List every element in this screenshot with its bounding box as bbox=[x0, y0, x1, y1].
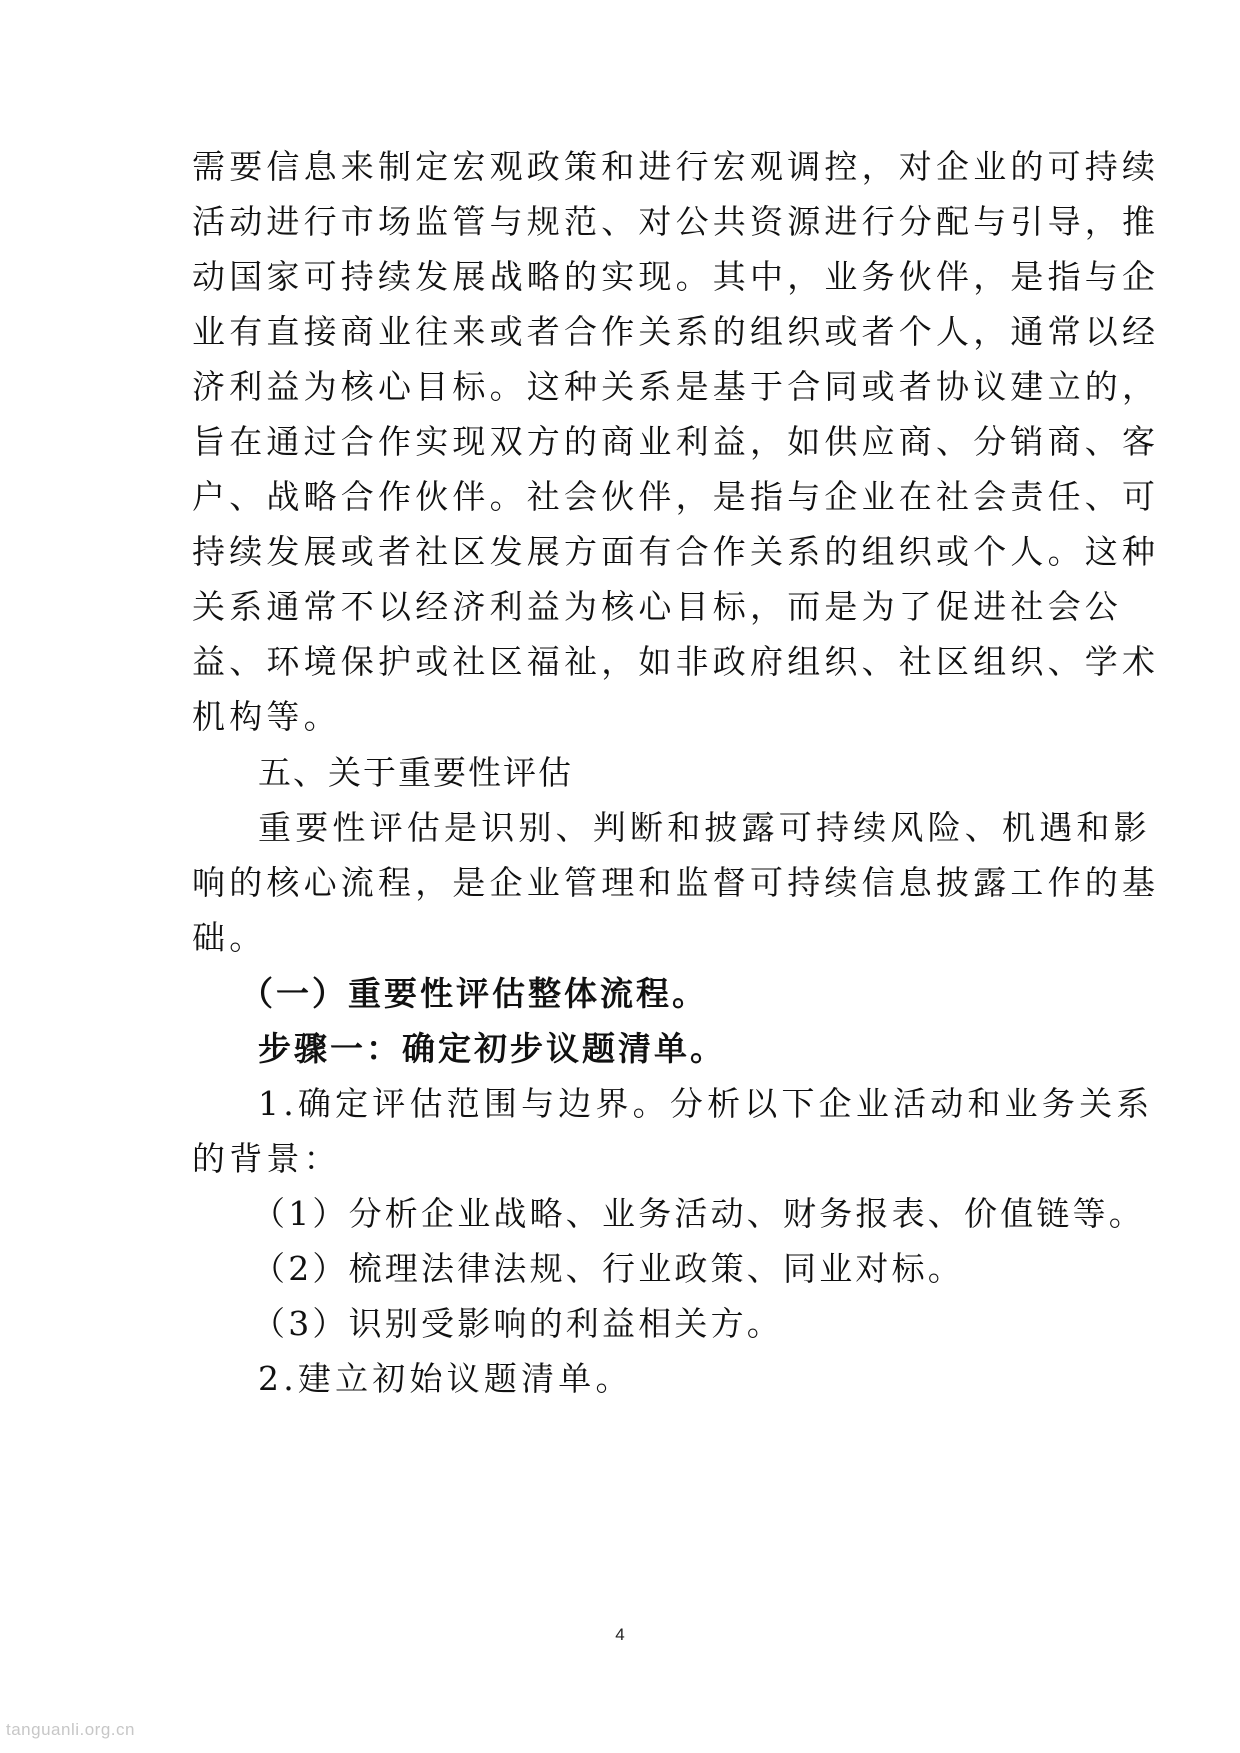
page-number: 4 bbox=[615, 1625, 625, 1644]
sub-list-item: （3）识别受影响的利益相关方。 bbox=[252, 1304, 783, 1343]
step-heading: 步骤一：确定初步议题清单。 bbox=[258, 1029, 726, 1068]
paragraph-line: 旨在通过合作实现双方的商业利益，如供应商、分销商、客 bbox=[192, 422, 1160, 461]
sub-list-item: （2）梳理法律法规、行业政策、同业对标。 bbox=[252, 1249, 964, 1288]
paragraph-line: 动国家可持续发展战略的实现。其中，业务伙伴，是指与企 bbox=[192, 257, 1160, 296]
paragraph-line: 益、环境保护或社区福祉，如非政府组织、社区组织、学术 bbox=[192, 642, 1160, 681]
paragraph-line: 响的核心流程，是企业管理和监督可持续信息披露工作的基 bbox=[192, 863, 1160, 902]
paragraph-line: 关系通常不以经济利益为核心目标，而是为了促进社会公 bbox=[192, 587, 1122, 626]
section-heading: 五、关于重要性评估 bbox=[258, 753, 573, 792]
paragraph-line: 户、战略合作伙伴。社会伙伴，是指与企业在社会责任、可 bbox=[192, 477, 1160, 516]
list-item-line: 2.建立初始议题清单。 bbox=[258, 1359, 633, 1398]
paragraph-line: 础。 bbox=[192, 918, 267, 957]
list-item-line: 1.确定评估范围与边界。分析以下企业活动和业务关系 bbox=[258, 1084, 1154, 1123]
subheading: （一）重要性评估整体流程。 bbox=[240, 974, 708, 1013]
paragraph-line: 需要信息来制定宏观政策和进行宏观调控，对企业的可持续 bbox=[192, 147, 1160, 186]
paragraph-line: 济利益为核心目标。这种关系是基于合同或者协议建立的， bbox=[192, 367, 1160, 406]
sub-list-item: （1）分析企业战略、业务活动、财务报表、价值链等。 bbox=[252, 1194, 1145, 1233]
paragraph-line: 业有直接商业往来或者合作关系的组织或者个人，通常以经 bbox=[192, 312, 1160, 351]
paragraph-line: 持续发展或者社区发展方面有合作关系的组织或个人。这种 bbox=[192, 532, 1160, 571]
list-item-line: 的背景： bbox=[192, 1139, 341, 1178]
watermark-text: tanguanli.org.cn bbox=[6, 1720, 135, 1739]
paragraph-line: 重要性评估是识别、判断和披露可持续风险、机遇和影 bbox=[258, 808, 1151, 847]
paragraph-line: 机构等。 bbox=[192, 697, 341, 736]
paragraph-line: 活动进行市场监管与规范、对公共资源进行分配与引导，推 bbox=[192, 202, 1160, 241]
